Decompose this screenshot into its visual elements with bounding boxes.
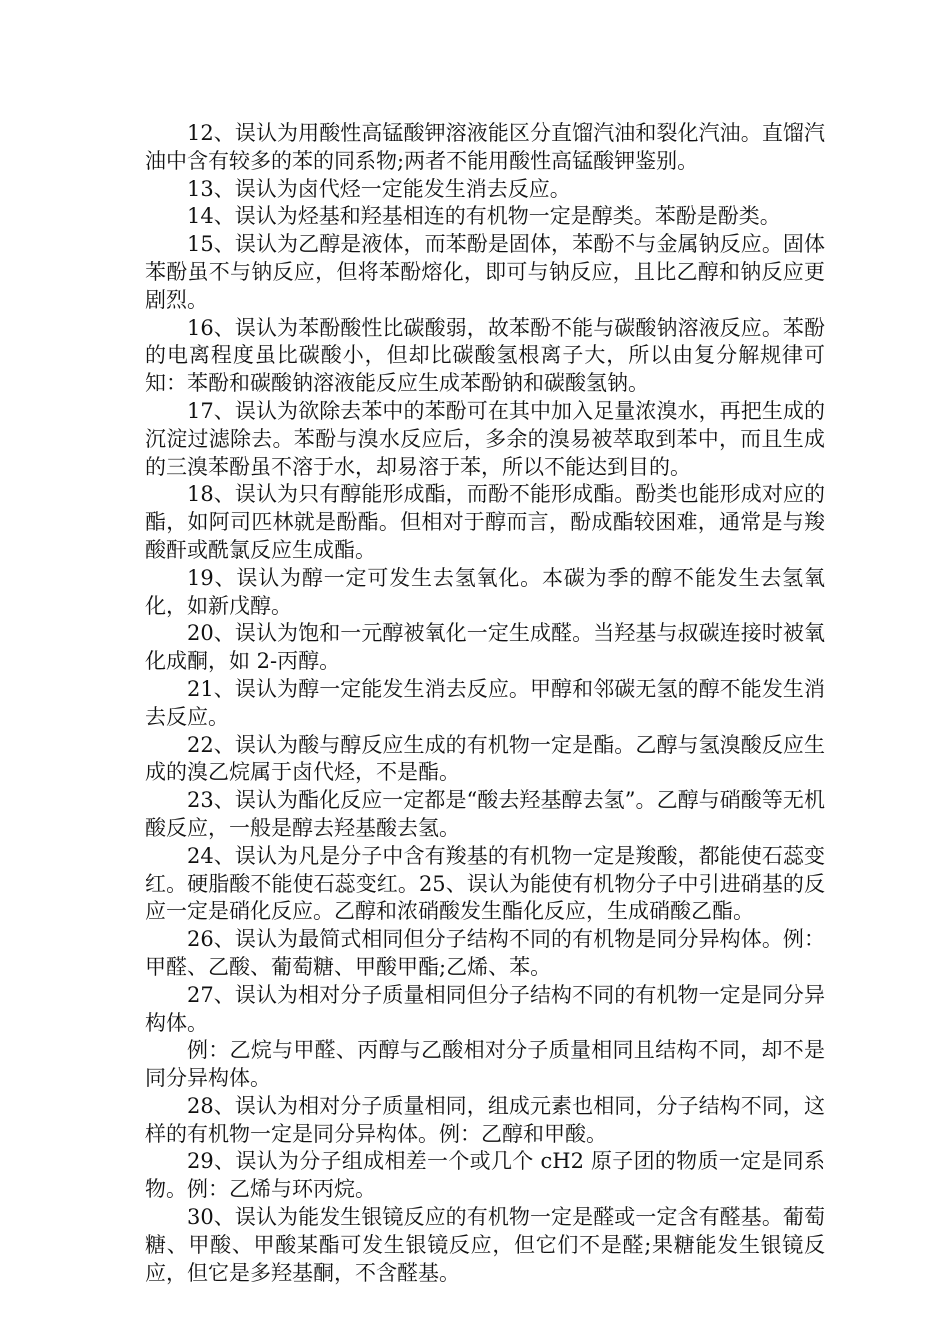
- paragraph-14: 14、误认为烃基和羟基相连的有机物一定是醇类。苯酚是酚类。: [187, 204, 781, 229]
- paragraph-30: 30、误认为能发生银镜反应的有机物一定是醛或一定含有醛基。葡萄糖、甲酸、甲酸某酯可发生银镜反应，但它们不是醛;果糖能发生银镜反应，但它是多羟基酮，不含醛基。: [145, 1205, 825, 1285]
- paragraph-21: 21、误认为醇一定能发生消去反应。甲醇和邻碳无氢的醇不能发生消去反应。: [145, 676, 825, 729]
- paragraph-24-25: 24、误认为凡是分子中含有羧基的有机物一定是羧酸，都能使石蕊变红。硬脂酸不能使石蕊变红。25、误认为能使有机物分子中引进硝基的反应一定是硝化反应。乙醇和浓硝酸发生酯化反应，生成硝酸乙酯。: [145, 843, 825, 924]
- paragraph-27-example: 例：乙烷与甲醛、丙醇与乙酸相对分子质量相同且结构不同，却不是同分异构体。: [145, 1038, 825, 1091]
- paragraph-12: 12、误认为用酸性高锰酸钾溶液能区分直馏汽油和裂化汽油。直馏汽油中含有较多的苯的同系物;两者不能用酸性高锰酸钾鉴别。: [145, 121, 825, 173]
- paragraph-29: 29、误认为分子组成相差一个或几个 cH2 原子团的物质一定是同系物。例：乙烯与环丙烷。: [145, 1149, 825, 1202]
- document-body: [145, 120, 825, 1287]
- paragraph-23: 23、误认为酯化反应一定都是“酸去羟基醇去氢”。乙醇与硝酸等无机酸反应，一般是醇去羟基酸去氢。: [145, 788, 825, 840]
- paragraph-22: 22、误认为酸与醇反应生成的有机物一定是酯。乙醇与氢溴酸反应生成的溴乙烷属于卤代烃，不是酯。: [145, 732, 825, 785]
- paragraph-20: 20、误认为饱和一元醇被氧化一定生成醛。当羟基与叔碳连接时被氧化成酮，如 2-丙醇。: [145, 621, 825, 674]
- paragraph-13: 13、误认为卤代烃一定能发生消去反应。: [187, 176, 571, 201]
- paragraph-17: 17、误认为欲除去苯中的苯酚可在其中加入足量浓溴水，再把生成的沉淀过滤除去。苯酚与溴水反应后，多余的溴易被萃取到苯中，而且生成的三溴苯酚虽不溶于水，却易溶于苯，所以不能达到目的。: [145, 398, 825, 479]
- paragraph-26: 26、误认为最简式相同但分子结构不同的有机物是同分异构体。例：甲醛、乙酸、葡萄糖、甲酸甲酯;乙烯、苯。: [145, 927, 825, 979]
- paragraph-19: 19、误认为醇一定可发生去氢氧化。本碳为季的醇不能发生去氢氧化，如新戊醇。: [145, 565, 825, 618]
- paragraph-18: 18、误认为只有醇能形成酯，而酚不能形成酯。酚类也能形成对应的酯，如阿司匹林就是酚酯。但相对于醇而言，酚成酯较困难，通常是与羧酸酐或酰氯反应生成酯。: [145, 482, 825, 562]
- paragraph-27: 27、误认为相对分子质量相同但分子结构不同的有机物一定是同分异构体。: [145, 982, 825, 1035]
- paragraph-28: 28、误认为相对分子质量相同，组成元素也相同，分子结构不同，这样的有机物一定是同分异构体。例：乙醇和甲酸。: [145, 1093, 825, 1146]
- paragraph-15: 15、误认为乙醇是液体，而苯酚是固体，苯酚不与金属钠反应。固体苯酚虽不与钠反应，但将苯酚熔化，即可与钠反应，且比乙醇和钠反应更剧烈。: [145, 232, 825, 312]
- paragraph-16: 16、误认为苯酚酸性比碳酸弱，故苯酚不能与碳酸钠溶液反应。苯酚的电离程度虽比碳酸小，但却比碳酸氢根离子大，所以由复分解规律可知：苯酚和碳酸钠溶液能反应生成苯酚钠和碳酸氢钠。: [145, 315, 825, 396]
